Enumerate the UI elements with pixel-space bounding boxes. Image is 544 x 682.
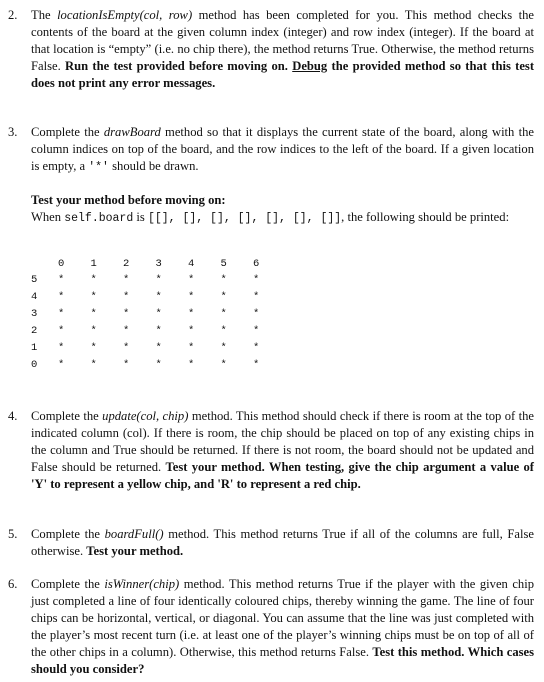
code-literal: [[], [], [], [], [], [], []]	[147, 212, 342, 225]
question-text	[31, 408, 534, 493]
empty-cell: *	[155, 291, 162, 303]
empty-cell: *	[123, 274, 130, 286]
empty-cell: *	[220, 308, 227, 320]
question-6	[8, 576, 534, 678]
empty-cell: *	[90, 359, 97, 371]
text-run: Complete the	[31, 577, 105, 591]
row-index: 5	[31, 274, 38, 286]
question-4	[8, 408, 534, 493]
bold-instruction: Run the test provided before moving on.	[65, 59, 288, 73]
bold-instruction: Test your method.	[86, 544, 184, 558]
empty-cell: *	[123, 359, 130, 371]
empty-cell: *	[90, 325, 97, 337]
empty-cell: *	[220, 274, 227, 286]
question-text	[31, 124, 534, 176]
empty-cell: *	[188, 359, 195, 371]
empty-cell: *	[58, 325, 65, 337]
empty-cell: *	[188, 342, 195, 354]
text-run: method has been completed for you. This method checks the contents of the board at the given column index (integer) and row index (integer). If the board at that location is “empty” (i.e. no chip there), the method returns True. Otherwise, the method returns False.	[31, 8, 534, 73]
column-index: 4	[188, 258, 195, 270]
text-run: When	[31, 210, 65, 224]
empty-cell: *	[155, 342, 162, 354]
empty-cell: *	[188, 274, 195, 286]
text-run: is	[133, 210, 148, 224]
empty-cell: *	[220, 342, 227, 354]
empty-cell: *	[58, 291, 65, 303]
column-index: 5	[220, 258, 227, 270]
empty-cell: *	[220, 291, 227, 303]
empty-cell: *	[155, 274, 162, 286]
row-index: 1	[31, 342, 38, 354]
empty-cell: *	[58, 274, 65, 286]
empty-cell: *	[90, 291, 97, 303]
question-number: 5.	[8, 527, 18, 541]
bold-instruction: the provided method so that this test does not print any error messages.	[31, 59, 535, 90]
code-literal: '*'	[88, 161, 109, 174]
question-3	[8, 124, 534, 176]
empty-cell: *	[90, 274, 97, 286]
method-name: drawBoard	[103, 125, 161, 139]
text-run: should be drawn.	[108, 159, 199, 173]
empty-cell: *	[123, 342, 130, 354]
test-instructions	[8, 192, 534, 227]
question-5	[8, 526, 534, 560]
text-run: Complete the	[31, 527, 105, 541]
empty-cell: *	[188, 325, 195, 337]
text-run: method. This method returns True if all of the columns are full, False otherwise.	[31, 527, 534, 558]
column-index: 3	[155, 258, 162, 270]
empty-cell: *	[155, 325, 162, 337]
text-run: method. This method should check if there is room at the top of the indicated column (col). If there is room, the chip should be placed on top of any existing chips in the column and True should be returned. If there is not room, the board should not be updated and False should be returned.	[31, 409, 534, 474]
text-run: The	[31, 8, 58, 22]
code-literal: self.board	[64, 212, 134, 225]
text-run: method so that it displays the current state of the board, along with the column indices on top of the board, and the row indices to the left of the board. If a given location is empty, a	[31, 125, 534, 173]
row-index: 0	[31, 359, 38, 371]
column-index: 1	[90, 258, 97, 270]
empty-cell: *	[90, 342, 97, 354]
test-block	[31, 192, 534, 227]
question-text	[31, 526, 534, 560]
empty-cell: *	[58, 359, 65, 371]
bold-instruction: Test this method. Which cases should you consider?	[31, 645, 535, 676]
method-name: locationIsEmpty(col, row)	[57, 8, 193, 22]
column-index: 6	[253, 258, 260, 270]
empty-cell: *	[90, 308, 97, 320]
empty-cell: *	[155, 308, 162, 320]
empty-cell: *	[253, 359, 260, 371]
method-name: update(col, chip)	[102, 409, 189, 423]
question-number: 3.	[8, 125, 18, 139]
test-condition	[31, 209, 534, 227]
column-index: 0	[58, 258, 65, 270]
test-heading: Test your method before moving on:	[31, 193, 226, 207]
empty-cell: *	[58, 308, 65, 320]
question-number: 6.	[8, 577, 18, 591]
question-text	[31, 7, 534, 92]
empty-cell: *	[253, 342, 260, 354]
row-index: 4	[31, 291, 38, 303]
empty-cell: *	[253, 308, 260, 320]
empty-cell: *	[253, 291, 260, 303]
empty-cell: *	[123, 308, 130, 320]
empty-cell: *	[253, 274, 260, 286]
question-text	[31, 576, 534, 678]
question-number: 4.	[8, 409, 18, 423]
expected-board-output	[31, 256, 281, 376]
column-index: 2	[123, 258, 130, 270]
bold-underlined-word: Debug	[292, 59, 328, 73]
empty-cell: *	[188, 308, 195, 320]
empty-cell: *	[123, 325, 130, 337]
text-run: method. This method returns True if the player with the given chip just completed a line of four identically coloured chips, thereby winning the game. The line of four chips can be horizontal, vertical, or diagonal. You can assume that the line was just completed with the player’s most recent turn (i.e. at least one of the player’s winning chips must be on top of all of the other chips in a column). Otherwise, this method returns False.	[31, 577, 534, 659]
empty-cell: *	[155, 359, 162, 371]
bold-instruction: Test your method. When testing, give the chip argument a value of 'Y' to represent a yellow chip, and 'R' to represent a red chip.	[31, 460, 535, 491]
empty-cell: *	[58, 342, 65, 354]
method-name: isWinner(chip)	[104, 577, 180, 591]
text-run: Complete the	[31, 125, 104, 139]
row-index: 3	[31, 308, 38, 320]
text-run: , the following should be printed:	[341, 210, 510, 224]
question-number: 2.	[8, 8, 18, 22]
empty-cell: *	[220, 359, 227, 371]
empty-cell: *	[188, 291, 195, 303]
method-name: boardFull()	[104, 527, 164, 541]
empty-cell: *	[123, 291, 130, 303]
question-2	[8, 7, 534, 92]
row-index: 2	[31, 325, 38, 337]
empty-cell: *	[253, 325, 260, 337]
text-run: Complete the	[31, 409, 103, 423]
empty-cell: *	[220, 325, 227, 337]
